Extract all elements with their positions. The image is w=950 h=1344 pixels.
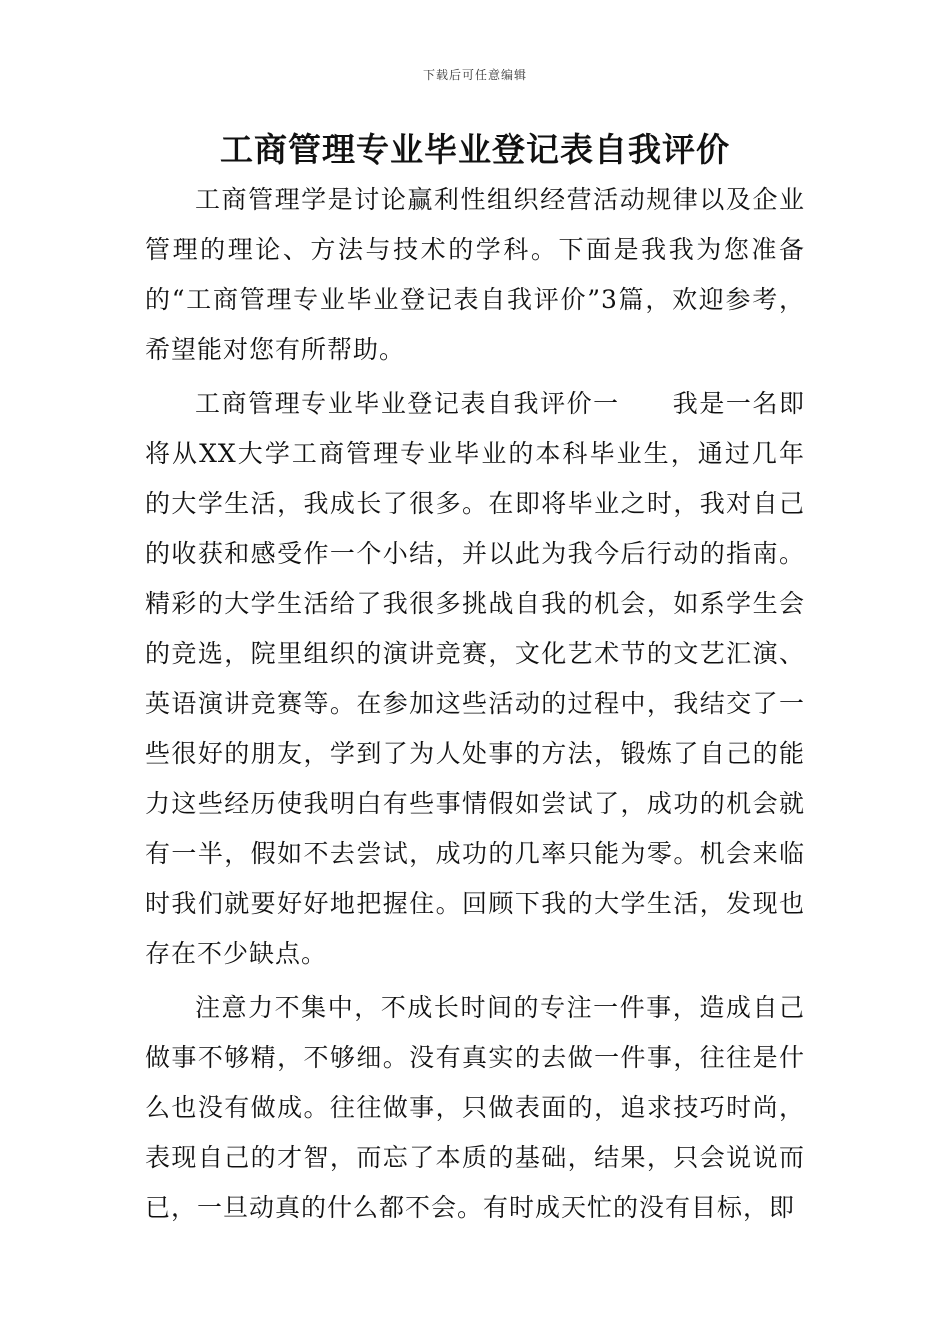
paragraph-intro: 工商管理学是讨论赢利性组织经营活动规律以及企业管理的理论、方法与技术的学科。下面是我我为您准备的“工商管理专业毕业登记表自我评价”3篇，欢迎参考，希望能对您有所帮助。 — [145, 185, 805, 364]
document-title: 工商管理专业毕业登记表自我评价 — [220, 130, 730, 169]
header-note: 下载后可任意编辑 — [422, 68, 527, 82]
paragraph-evaluation-one: 工商管理专业毕业登记表自我评价一 我是一名即将从XX大学工商管理专业毕业的本科毕业生，通过几年的大学生活，我成长了很多。在即将毕业之时，我对自己的收获和感受作一个小结，并以此为我今后行动的指南。精彩的大学生活给了我很多挑战自我的机会，如系学生会的竞选，院里组织的演讲竞赛，文化艺术节的文艺汇演、英语演讲竞赛等。在参加这些活动的过程中，我结交了一些很好的朋友，学到了为人处事的方法，锻炼了自己的能力这些经历使我明白有些事情假如尝试了，成功的机会就有一半，假如不去尝试，成功的几率只能为零。机会来临时我们就要好好地把握住。回顾下我的大学生活，发现也存在不少缺点。 — [145, 389, 805, 968]
document-body — [145, 175, 805, 1237]
paragraph-shortcomings: 注意力不集中，不成长时间的专注一件事，造成自己做事不够精，不够细。没有真实的去做一件事，往往是什么也没有做成。往往做事，只做表面的，追求技巧时尚，表现自己的才智，而忘了本质的基础，结果，只会说说而已，一旦动真的什么都不会。有时成天忙的没有目标，即 — [145, 993, 805, 1222]
